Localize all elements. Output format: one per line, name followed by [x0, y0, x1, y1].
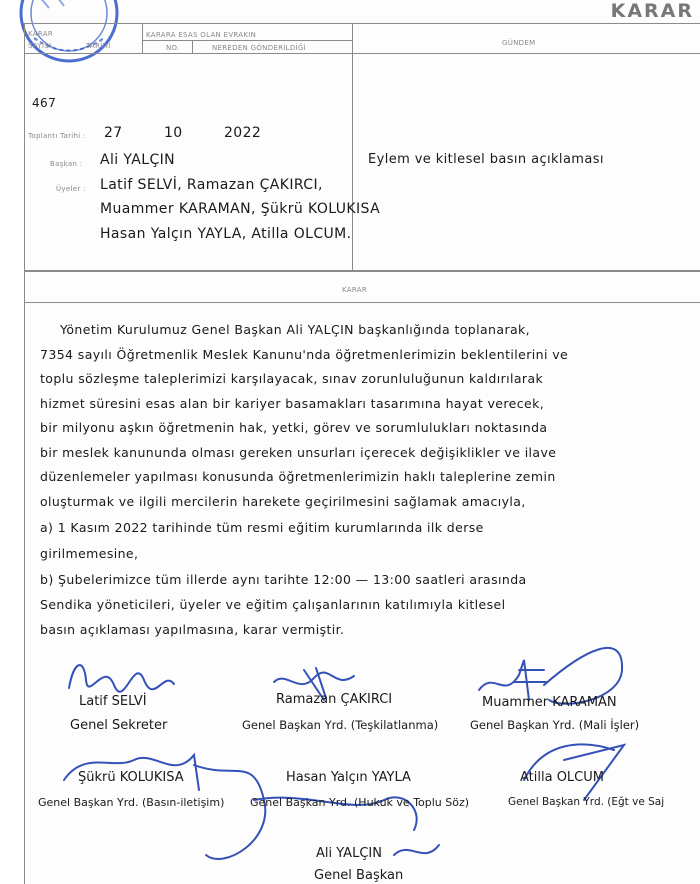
- members-line-1: Latif SELVİ, Ramazan ÇAKIRCI,: [100, 177, 323, 193]
- signatory-title: Genel Başkan Yrd. (Hukuk ve Toplu Söz): [250, 796, 470, 809]
- signatory-title: Genel Sekreter: [70, 718, 168, 733]
- decision-document: [24, 0, 700, 884]
- decision-section-label: KARAR: [342, 286, 367, 294]
- members-label: Üyeler :: [56, 185, 86, 193]
- karar-label: KARAR: [28, 30, 53, 38]
- decision-line: bir milyonu aşkın öğretmenin hak, yetki, görev ve sorumlulukları noktasında: [40, 420, 548, 435]
- signatory-title: Genel Başkan Yrd. (Basın-iletişim): [38, 796, 225, 809]
- meeting-chair: Ali YALÇIN: [100, 152, 176, 168]
- decision-line: oluşturmak ve ilgili mercilerin harekete geçirilmesini sağlamak amacıyla,: [40, 494, 526, 509]
- decision-line: Sendika yöneticileri, üyeler ve eğitim çalışanlarının katılımıyla kitlesel: [40, 597, 506, 612]
- gundem-label: GÜNDEM: [502, 39, 536, 47]
- col-divider-1: [142, 24, 143, 54]
- header-rule-top: [24, 23, 700, 24]
- signatory-name: Şükrü KOLUKISA: [78, 770, 184, 785]
- decision-line: Yönetim Kurulumuz Genel Başkan Ali YALÇIN başkanlığında toplanarak,: [60, 322, 531, 337]
- decision-line: girilmemesine,: [40, 546, 139, 561]
- signatory-title: Genel Başkan Yrd. (Teşkilatlanma): [242, 718, 439, 732]
- decision-line: a) 1 Kasım 2022 tarihinde tüm resmi eğitim kurumlarında ilk derse: [40, 520, 484, 535]
- col-divider-main: [352, 24, 353, 270]
- sayisi-label: SAYISI: [28, 42, 52, 50]
- karar-number: 467: [32, 96, 57, 110]
- meeting-day: 27: [104, 125, 123, 141]
- no-label: NO.: [166, 44, 180, 52]
- decision-line: b) Şubelerimizce tüm illerde aynı tarihte 12:00 — 13:00 saatleri arasında: [40, 572, 527, 587]
- agenda-text: Eylem ve kitlesel basın açıklaması: [368, 152, 604, 167]
- tarihi-label: TARİHİ: [86, 42, 111, 50]
- decision-line: bir meslek kanununda olması gereken unsurları içerecek değişiklikler ve ilave: [40, 445, 557, 460]
- signatory-name: Ramazan ÇAKIRCI: [276, 692, 393, 707]
- col-divider-2: [192, 40, 193, 54]
- decision-line: 7354 sayılı Öğretmenlik Meslek Kanunu'nda öğretmenlerimizin beklentilerini ve: [40, 347, 569, 362]
- signatory-name: Latif SELVİ: [79, 694, 147, 709]
- meeting-year: 2022: [224, 125, 262, 141]
- evrak-label: KARARA ESAS OLAN EVRAKIN: [146, 31, 257, 39]
- signatory-name: Hasan Yalçın YAYLA: [286, 770, 411, 785]
- decision-line: düzenlemeler yapılması konusunda öğretmenlerimizin haklı taleplerine zemin: [40, 469, 556, 484]
- decision-rule-top: [24, 270, 700, 272]
- chair-label: Başkan :: [50, 160, 83, 168]
- decision-rule-bottom: [24, 302, 700, 303]
- signatory-title: Genel Başkan Yrd. (Mali İşler): [470, 718, 640, 732]
- decision-line: hizmet süresini esas alan bir kariyer basamakları tasarımına hayat verecek,: [40, 396, 545, 411]
- date-label: Toplantı Tarihi :: [28, 132, 86, 140]
- decision-line: basın açıklaması yapılmasına, karar vermiştir.: [40, 622, 345, 637]
- decision-line: toplu sözleşme taleplerimizi karşılayacak, sınav zorunluluğunun kaldırılarak: [40, 371, 544, 386]
- document-title: KARAR: [610, 0, 694, 22]
- signatory-name: Atilla OLCUM: [520, 770, 604, 785]
- signatory-title: Genel Başkan Yrd. (Eğt ve Saj: [508, 796, 665, 808]
- signatory-name: Muammer KARAMAN: [482, 695, 617, 710]
- meeting-month: 10: [164, 125, 183, 141]
- signatory-name: Ali YALÇIN: [316, 846, 382, 861]
- nereden-label: NEREDEN GÖNDERİLDİĞİ: [212, 44, 306, 52]
- members-line-3: Hasan Yalçın YAYLA, Atilla OLCUM.: [100, 226, 352, 242]
- official-stamp-icon: [0, 0, 144, 68]
- signatory-title: Genel Başkan: [314, 868, 404, 883]
- header-rule-mid: [24, 53, 700, 54]
- evrak-subrule: [142, 40, 352, 41]
- members-line-2: Muammer KARAMAN, Şükrü KOLUKISA: [100, 201, 381, 217]
